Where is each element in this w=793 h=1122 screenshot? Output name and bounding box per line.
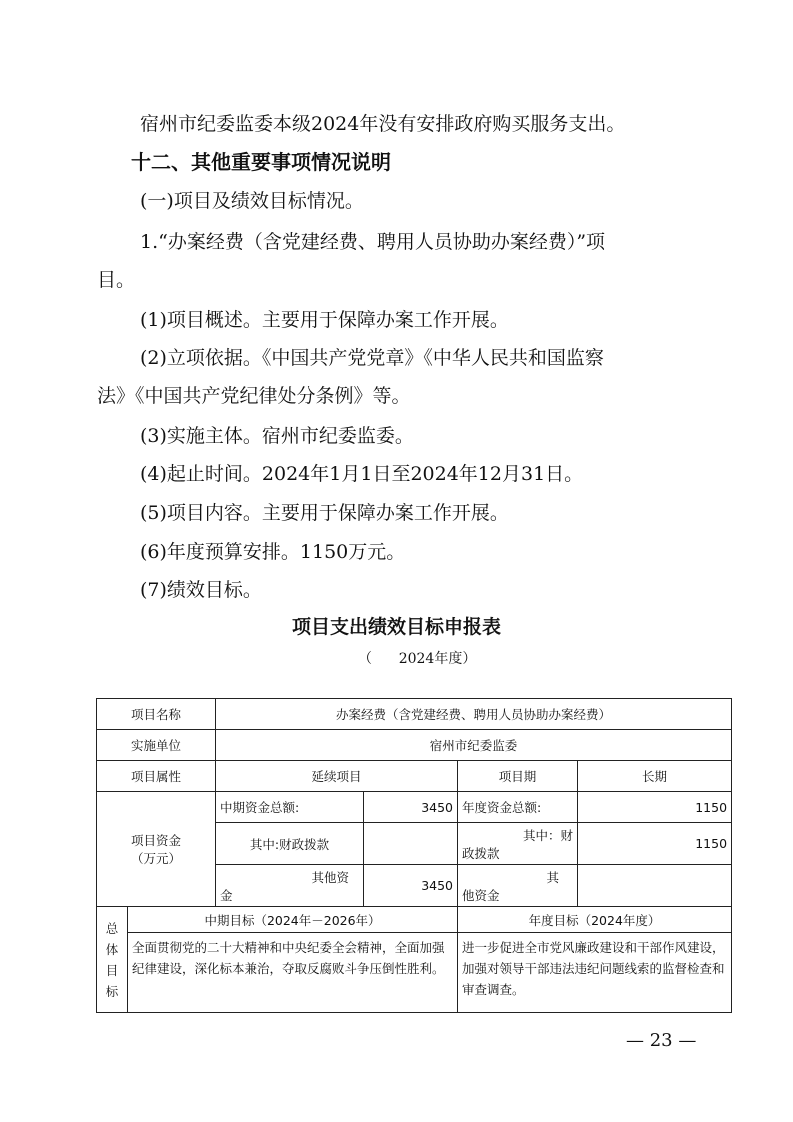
page-number: — 23 — [626, 1030, 697, 1051]
item-content: (5)项目内容。主要用于保障办案工作开展。 [140, 502, 509, 524]
mid-term-fiscal-value [364, 823, 458, 865]
item-1-title-line2: 目。 [97, 269, 136, 291]
overall-goal-char-3: 目 [105, 962, 119, 978]
mid-term-total-label: 中期资金总额: [216, 792, 364, 823]
project-funds-label-line1: 项目资金 [131, 833, 182, 848]
annual-fiscal-label [458, 823, 578, 865]
annual-goal-text: 进一步促进全市党风廉政建设和干部作风建设，加强对领导干部违法违纪问题线索的监督检查和审查调查。 [458, 933, 732, 1013]
annual-total-label: 年度资金总额: [458, 792, 578, 823]
mid-term-goal-header: 中期目标（2024年－2026年） [128, 907, 458, 933]
mid-term-other-value: 3450 [364, 865, 458, 907]
overall-goal-char-2: 体 [105, 941, 119, 957]
annual-fiscal-value: 1150 [578, 823, 732, 865]
annual-other-label [458, 865, 578, 907]
overall-goal-char-1: 总 [105, 920, 119, 936]
project-period-label: 项目期 [458, 761, 578, 792]
project-attribute-label: 项目属性 [97, 761, 216, 792]
table-title: 项目支出绩效目标申报表 [291, 616, 501, 638]
performance-goal-table [96, 698, 732, 1013]
item-time-span: (4)起止时间。2024年1月1日至2024年12月31日。 [140, 463, 584, 485]
project-funds-label-line2: （万元） [131, 851, 182, 866]
project-period-value: 长期 [578, 761, 732, 792]
implementing-unit-label: 实施单位 [97, 730, 216, 761]
annual-fiscal-label-line1: 其中：财 [523, 827, 574, 843]
item-implementer: (3)实施主体。宿州市纪委监委。 [140, 425, 414, 447]
annual-total-value: 1150 [578, 792, 732, 823]
subsection-heading-1: (一)项目及绩效目标情况。 [140, 190, 364, 212]
paragraph-service-purchase: 宿州市纪委监委本级2024年没有安排政府购买服务支出。 [140, 113, 626, 135]
mid-term-other-label [216, 865, 364, 907]
item-basis-line2: 法》《中国共产党纪律处分条例》等。 [97, 385, 411, 407]
section-heading-12: 十二、其他重要事项情况说明 [131, 150, 391, 174]
project-name-label: 项目名称 [97, 699, 216, 730]
project-attribute-value: 延续项目 [216, 761, 458, 792]
overall-goal-char-4: 标 [105, 983, 119, 999]
mid-term-other-label-line2: 金 [220, 887, 233, 903]
project-name-value: 办案经费（含党建经费、聘用人员协助办案经费） [216, 699, 732, 730]
mid-term-fiscal-label: 其中:财政拨款 [216, 823, 364, 865]
item-budget: (6)年度预算安排。1150万元。 [140, 541, 406, 563]
project-funds-label [97, 792, 216, 907]
overall-goal-label [97, 907, 128, 1013]
annual-goal-header: 年度目标（2024年度） [458, 907, 732, 933]
mid-term-other-label-line1: 其他资 [311, 869, 350, 885]
annual-other-label-line1: 其 [546, 869, 560, 885]
item-basis-line1: (2)立项依据。《中国共产党党章》《中华人民共和国监察 [140, 347, 604, 369]
table-year: （ 2024年度） [358, 651, 477, 667]
mid-term-total-value: 3450 [364, 792, 458, 823]
annual-other-label-line2: 他资金 [462, 887, 500, 903]
mid-term-goal-text: 全面贯彻党的二十大精神和中央纪委全会精神，全面加强纪律建设，深化标本兼治，夺取反腐败斗争压倒性胜利。 [128, 933, 458, 1013]
annual-other-value [578, 865, 732, 907]
implementing-unit-value: 宿州市纪委监委 [216, 730, 732, 761]
annual-fiscal-label-line2: 政拨款 [462, 845, 500, 861]
item-1-title-line1: 1.“办案经费（含党建经费、聘用人员协助办案经费）”项 [140, 231, 606, 253]
item-performance-goals: (7)绩效目标。 [140, 579, 262, 601]
item-overview: (1)项目概述。主要用于保障办案工作开展。 [140, 309, 509, 331]
